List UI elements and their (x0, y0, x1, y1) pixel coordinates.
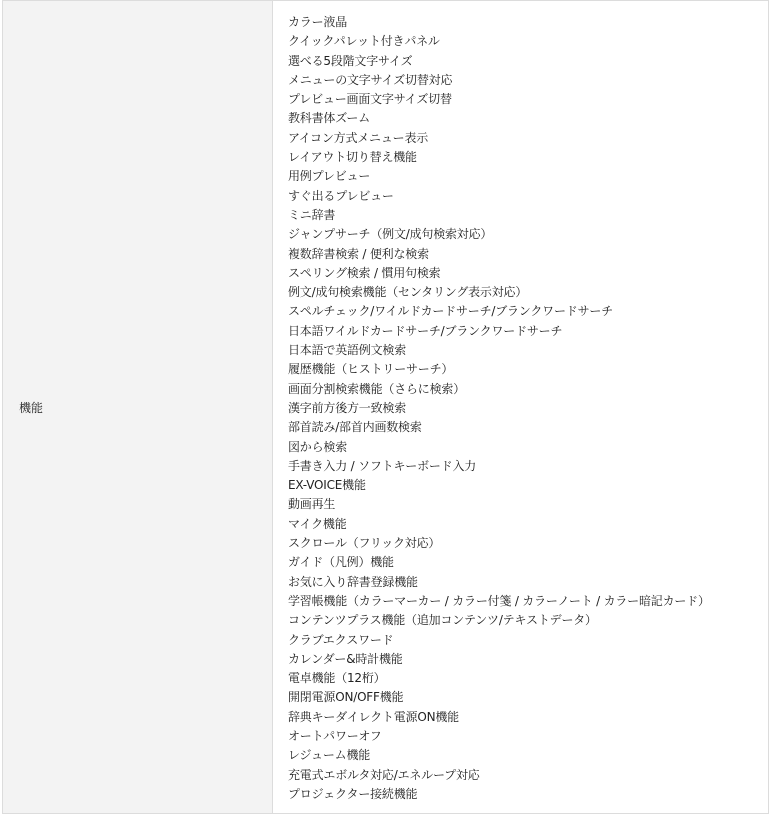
feature-item: コンテンツプラス機能（追加コンテンツ/テキストデータ） (288, 613, 597, 628)
feature-item: 複数辞書検索 / 便利な検索 (288, 246, 429, 261)
feature-item: 日本語ワイルドカードサーチ/ブランクワードサーチ (288, 323, 563, 338)
feature-item: カラー液晶 (288, 15, 348, 29)
feature-item: アイコン方式メニュー表示 (288, 130, 429, 145)
feature-item: スクロール（フリック対応） (288, 536, 441, 551)
feature-item: 充電式エボルタ対応/エネループ対応 (288, 767, 480, 782)
feature-item: 開閉電源ON/OFF機能 (288, 690, 404, 705)
feature-item: 履歴機能（ヒストリーサーチ） (288, 362, 454, 377)
feature-item: すぐ出るプレビュー (288, 188, 394, 203)
feature-item: 部首読み/部首内画数検索 (288, 420, 422, 435)
feature-item: プレビュー画面文字サイズ切替 (288, 92, 452, 107)
feature-item: 学習帳機能（カラーマーカー / カラー付箋 / カラーノート / カラー暗記カード） (288, 593, 710, 608)
feature-item: カレンダー&時計機能 (288, 651, 403, 666)
feature-item: 例文/成句検索機能（センタリング表示対応） (288, 285, 528, 300)
feature-item: ミニ辞書 (288, 207, 336, 222)
feature-item: 図から検索 (288, 439, 348, 454)
feature-item: プロジェクター接続機能 (288, 786, 418, 801)
feature-item: ジャンプサーチ（例文/成句検索対応） (288, 227, 493, 242)
feature-item: 用例プレビュー (288, 169, 371, 184)
feature-item: お気に入り辞書登録機能 (288, 574, 418, 589)
feature-item: 手書き入力 / ソフトキーボード入力 (288, 458, 477, 473)
feature-item: EX-VOICE機能 (288, 478, 366, 493)
feature-item: オートパワーオフ (288, 728, 382, 743)
feature-item: 動画再生 (288, 497, 336, 512)
feature-item: 電卓機能（12桁） (288, 671, 386, 686)
feature-item: ガイド（凡例）機能 (288, 555, 394, 570)
label-cell (3, 1, 273, 813)
feature-item: スペリング検索 / 慣用句検索 (288, 265, 441, 280)
spec-table (2, 0, 769, 814)
feature-item: 漢字前方後方一致検索 (288, 400, 407, 415)
feature-item: 辞典キーダイレクト電源ON機能 (288, 709, 459, 724)
feature-item: レジューム機能 (288, 748, 371, 763)
feature-item: レイアウト切り替え機能 (288, 150, 417, 165)
feature-item: スペルチェック/ワイルドカードサーチ/ブランクワードサーチ (288, 304, 613, 319)
feature-list (288, 13, 768, 804)
feature-item: 選べる5段階文字サイズ (288, 53, 413, 68)
feature-item: メニューの文字サイズ切替対応 (288, 72, 453, 87)
value-cell (273, 1, 768, 813)
feature-item: 教科書体ズーム (288, 111, 371, 126)
feature-item: クイックパレット付きパネル (288, 34, 440, 49)
feature-item: 画面分割検索機能（さらに検索） (288, 381, 466, 396)
feature-item: クラブエクスワード (288, 632, 394, 647)
feature-item: マイク機能 (288, 516, 347, 531)
feature-item: 日本語で英語例文検索 (288, 343, 407, 358)
label-text: 機能 (19, 400, 44, 415)
